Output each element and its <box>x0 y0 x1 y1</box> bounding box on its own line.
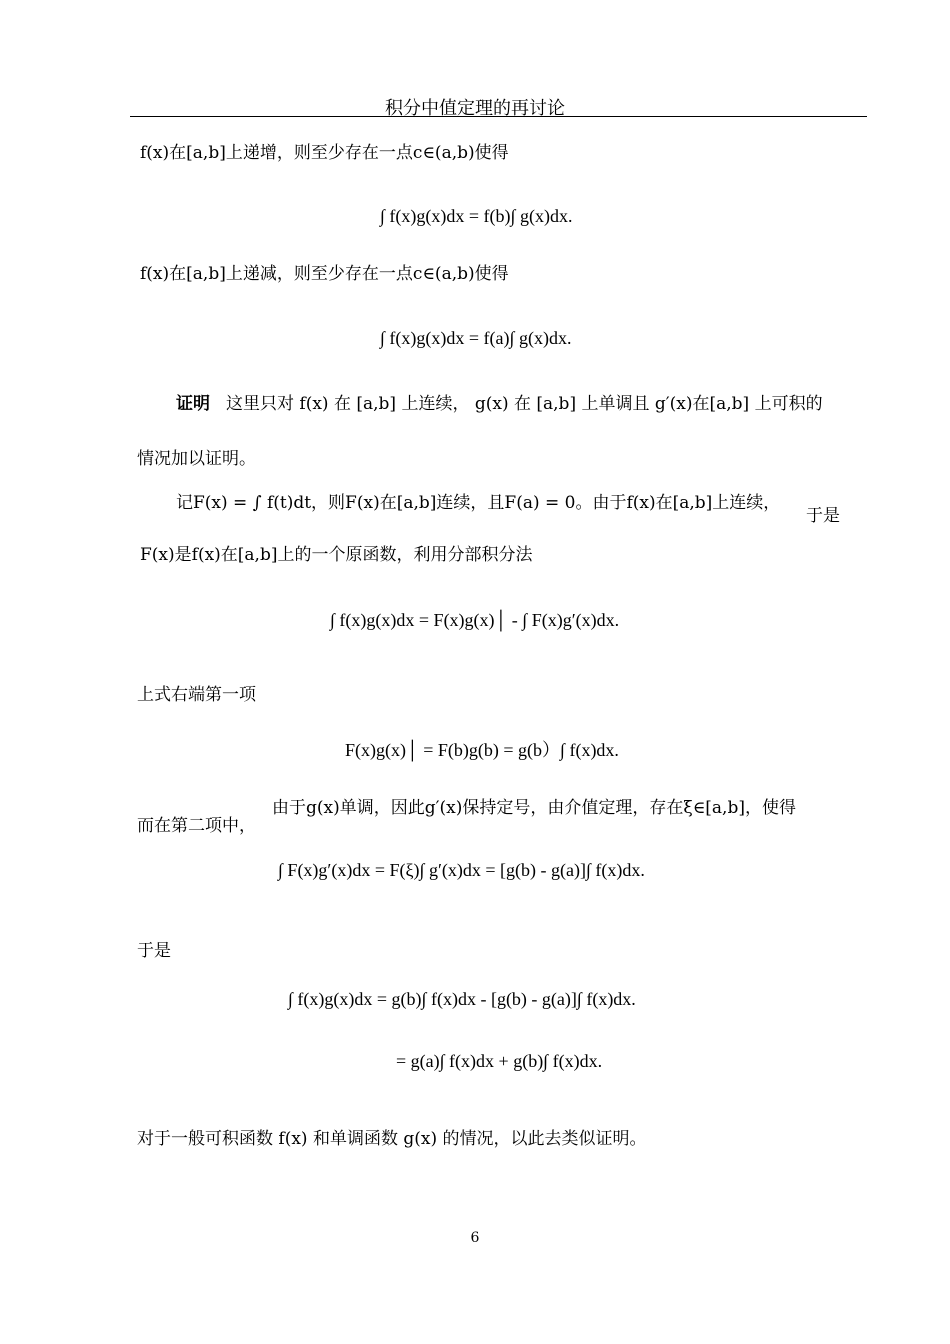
equation-result-2: = g(a)∫ f(x)dx + g(b)∫ f(x)dx. <box>396 1051 603 1071</box>
header-rule <box>130 116 867 117</box>
page-number: 6 <box>470 1230 480 1246</box>
definition-line-tail: 于是 <box>806 506 840 526</box>
therefore-line: 于是 <box>137 941 171 961</box>
second-term-line: 由于g(x)单调，因此g′(x)保持定号，由介值定理，存在ξ∈[a,b]，使得 <box>272 798 796 818</box>
page-header: 积分中值定理的再讨论 <box>385 98 565 119</box>
equation-result-1: ∫ f(x)g(x)dx = g(b)∫ f(x)dx - [g(b) - g(a)]∫ f(x)dx. <box>288 989 636 1009</box>
equation-increasing: ∫ f(x)g(x)dx = f(b)∫ g(x)dx. <box>380 206 573 226</box>
antiderivative-line: F(x)是f(x)在[a,b]上的一个原函数，利用分部积分法 <box>140 545 533 565</box>
equation-integration-by-parts: ∫ f(x)g(x)dx = F(x)g(x)│ - ∫ F(x)g′(x)dx. <box>330 610 620 630</box>
first-term-line: 上式右端第一项 <box>137 685 256 705</box>
equation-second-term: ∫ F(x)g′(x)dx = F(ξ)∫ g′(x)dx = [g(b) - g(a)]∫ f(x)dx. <box>278 860 645 880</box>
text-line-decreasing: f(x)在[a,b]上递减，则至少存在一点c∈(a,b)使得 <box>140 264 509 284</box>
proof-label: 证明 <box>176 394 210 414</box>
conclusion-line: 对于一般可积函数 f(x) 和单调函数 g(x) 的情况，以此去类似证明。 <box>137 1129 647 1149</box>
second-term-label: 而在第二项中， <box>137 816 256 836</box>
proof-intro-line: 这里只对 f(x) 在 [a,b] 上连续， g(x) 在 [a,b] 上单调且 g′(x)在[a,b] 上可积的 <box>226 394 823 414</box>
equation-first-term: F(x)g(x)│ = F(b)g(b) = g(b）∫ f(x)dx. <box>345 740 619 760</box>
equation-decreasing: ∫ f(x)g(x)dx = f(a)∫ g(x)dx. <box>380 328 572 348</box>
text-line-increasing: f(x)在[a,b]上递增，则至少存在一点c∈(a,b)使得 <box>140 143 509 163</box>
proof-intro-line-2: 情况加以证明。 <box>137 449 256 469</box>
definition-line: 记F(x) = ∫ f(t)dt，则F(x)在[a,b]连续，且F(a) = 0。由于f(x)在[a,b]上连续， <box>176 493 781 513</box>
